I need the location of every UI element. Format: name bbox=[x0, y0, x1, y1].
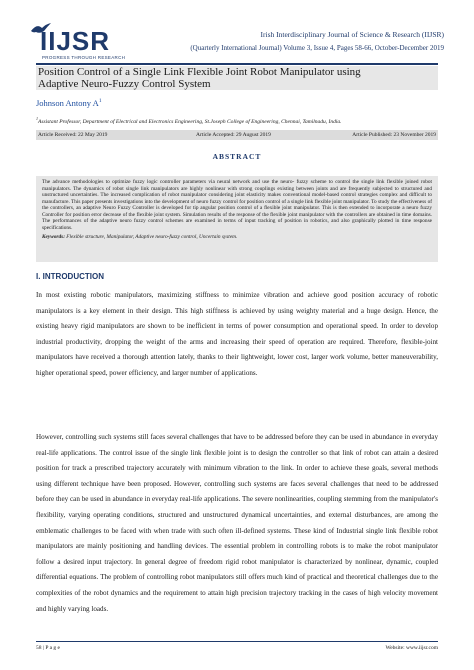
journal-volume: (Quarterly International Journal) Volume 3, Issue 4, Pages 58-66, October-December 2019 bbox=[190, 44, 444, 52]
affiliation-text: Assistant Professor, Department of Electrical and Electronics Engineering, St.Joseph College of Engineering, Chennai, Tamilnadu, India. bbox=[38, 118, 342, 125]
abstract-box bbox=[36, 176, 438, 262]
abstract-heading: ABSTRACT bbox=[212, 152, 262, 161]
journal-logo bbox=[30, 22, 160, 62]
abstract-text: The advance methodologies to optimize fuzzy logic controller parameters via neural network and use the neuro- fuzzy scheme to control the single link flexible joined robot manipulators. The dynamics of robot single link manipulators are highly nonlinear with strong couplings existing between joints and are frequently subjected to structured and unstructured uncertainties. The increased complication of robot manipulator considering joint elasticity makes conventional model-based control strategies complex and difficult to manufacture. This paper presents investigations into the development of neuro fuzzy control for position control of a single link flexible joint manipulator. To study the effectiveness of the controllers, an adaptive Neuro Fuzzy Controller is developed for tip angular position control of a flexible joint manipulator. This is then extended to incorporate a neuro fuzzy Controller for position error decrease of the flexible joint system. Simulation results of the response of the flexible joint manipulator with the controllers are obtained in time domains. The performances of the adaptive neuro fuzzy control schemes are examined in terms of input tracking of position in robotics, and also graphically plotted in time response specifications. bbox=[42, 179, 432, 231]
title-line-1: Position Control of a Single Link Flexible Joint Robot Manipulator using bbox=[38, 66, 361, 78]
journal-name: Irish Interdisciplinary Journal of Science & Research (IIJSR) bbox=[260, 30, 444, 39]
date-received: Article Received: 22 May 2019 bbox=[38, 132, 108, 138]
logo-text: IIJSR bbox=[40, 26, 111, 56]
footer-website: Website: www.iijsr.com bbox=[385, 645, 438, 651]
section-heading-introduction: I. INTRODUCTION bbox=[36, 272, 104, 281]
keywords-label: Keywords: bbox=[42, 234, 65, 240]
page-header bbox=[0, 0, 474, 64]
article-dates bbox=[36, 130, 438, 140]
affiliation bbox=[36, 115, 438, 126]
keywords bbox=[42, 234, 432, 241]
date-accepted: Article Accepted: 29 August 2019 bbox=[196, 132, 271, 138]
date-published: Article Published: 23 November 2019 bbox=[352, 132, 436, 138]
affiliation-sup: 1 bbox=[36, 116, 38, 121]
intro-paragraph-2: However, controlling such systems still faces several challenges that have to be addressed before they can be used in abundance in everyday real-life applications. The control issue of the single link flexible joint is to design the controller so that link of robot can attain a desired position for track a prescribed trajectory accurately with minimum vibration to the link. In order to achieve these goals, several methods using different technique have been proposed. However, controlling such systems are faces several challenges that need to be addressed before they can be used in abundance in everyday real-life applications. The severe nonlinearities, coupling stemming from the manipulator's flexibility, varying operating conditions, structured and unstructured dynamical uncertainties, and external disturbances, are among the emblematic challenges to be faced with when trade with such often ill-defined systems. These kind of Industrial single link flexible robot manipulators are mainly positioning and handling devices. The essential problem in controlling robots is to make the robot manipulator follow a desired input trajectory. In general degree of freedom rigid robot manipulator is characterized by nonlinear, dynamic, coupled differential equations. The problem of controlling robot manipulators still offers much kind of practical and theoretical challenges due to the complexities of the robot dynamics and the requirement to attain high precision trajectory tracking in the cases of high velocity movement and highly varying loads. bbox=[36, 433, 438, 613]
paper-title bbox=[36, 66, 438, 90]
logo-tagline: PROGRESS THROUGH RESEARCH bbox=[42, 55, 126, 60]
intro-paragraph-1: In most existing robotic manipulators, maximizing stiffness to minimize vibration and achieve good position accuracy of robotic manipulators is a key element in their design. This high stiffness is achieved by using weighty material and a huge design. Hence, the existing heavy rigid manipulators are shown to be inefficient in terms of power consumption and operational speed. In order to develop industrial productivity, dropping the weight of the arms and increasing their speed of operation are required. Therefore, flexible-joint manipulators have received a thorough attention lately, thanks to their lightweight, lower cost, larger work volume, better maneuverability, higher operational speed, power efficiency, and larger number of applications. bbox=[36, 291, 438, 377]
author-name-text: Johnson Antony A bbox=[36, 98, 99, 108]
author-sup: 1 bbox=[98, 98, 102, 105]
header-divider bbox=[36, 63, 438, 65]
title-line-2: Adaptive Neuro-Fuzzy Control System bbox=[38, 78, 211, 90]
author-name bbox=[36, 98, 102, 108]
page-number: 58 | P a g e bbox=[36, 645, 60, 651]
footer-divider bbox=[36, 641, 438, 642]
keywords-text: Flexible structure, Manipulator, Adaptive neuro-fuzzy control, Uncertain system. bbox=[66, 234, 238, 240]
